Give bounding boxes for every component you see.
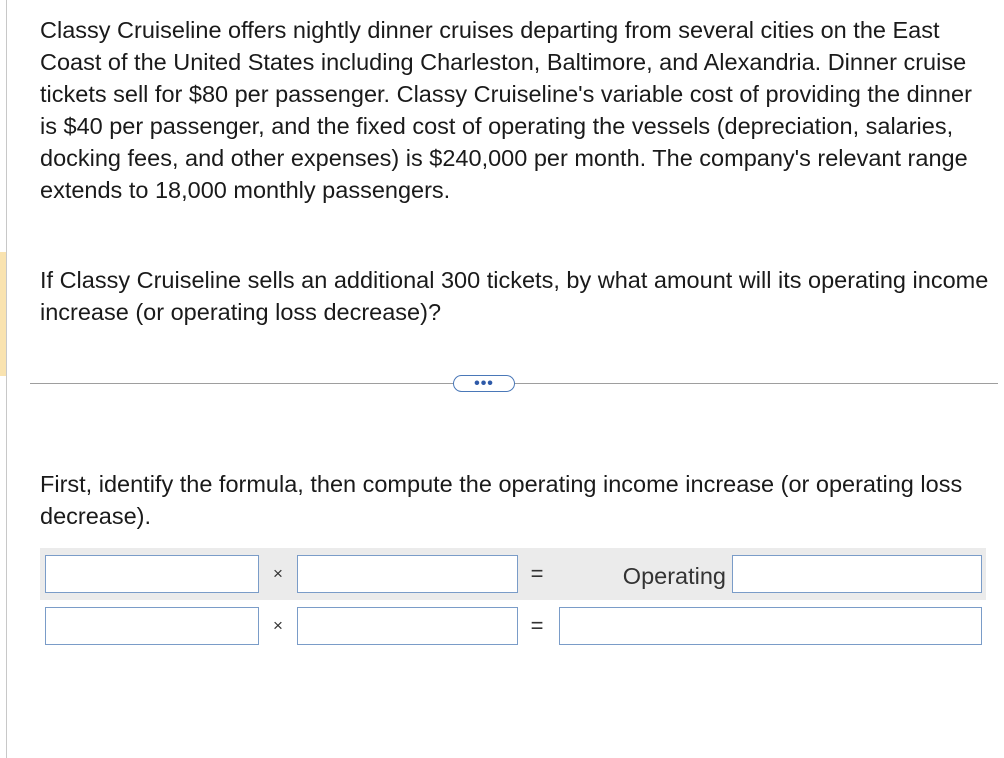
- formula-row1-input-2[interactable]: [297, 555, 518, 593]
- formula-row-1: [40, 548, 986, 600]
- formula-row2-result-input[interactable]: [559, 607, 982, 645]
- left-border: [6, 0, 7, 758]
- formula-row-2: [40, 600, 986, 652]
- formula-row1-result-input[interactable]: [732, 555, 982, 593]
- expand-more-button[interactable]: •••: [453, 375, 515, 392]
- question-highlight-bar: [0, 252, 6, 376]
- question-text: If Classy Cruiseline sells an additional 300 tickets, by what amount will its operating income increase (or operating loss decrease)?: [40, 267, 989, 325]
- formula-row2-input-1[interactable]: [45, 607, 259, 645]
- result-label: Operating: [622, 563, 726, 589]
- formula-row1-input-1[interactable]: [45, 555, 259, 593]
- equals-icon: =: [530, 613, 544, 638]
- equals-icon: =: [530, 561, 544, 586]
- problem-description: Classy Cruiseline offers nightly dinner cruises departing from several cities on the East Coast of the United States including Charleston, Baltimore, and Alexandria. Dinner cruise tickets sell for $80 per passenger. Classy Cruiseline's variable cost of providing the dinner is $40 per passenger, and the fixed cost of operating the vessels (depreciation, salaries, docking fees, and other expenses) is $240,000 per month. The company's relevant range extends to 18,000 monthly passengers.: [40, 17, 972, 203]
- multiply-icon: ×: [273, 616, 283, 635]
- formula-row2-input-2[interactable]: [297, 607, 518, 645]
- multiply-icon: ×: [273, 564, 283, 583]
- instructions-text: First, identify the formula, then compute the operating income increase (or operating loss decrease).: [40, 471, 963, 529]
